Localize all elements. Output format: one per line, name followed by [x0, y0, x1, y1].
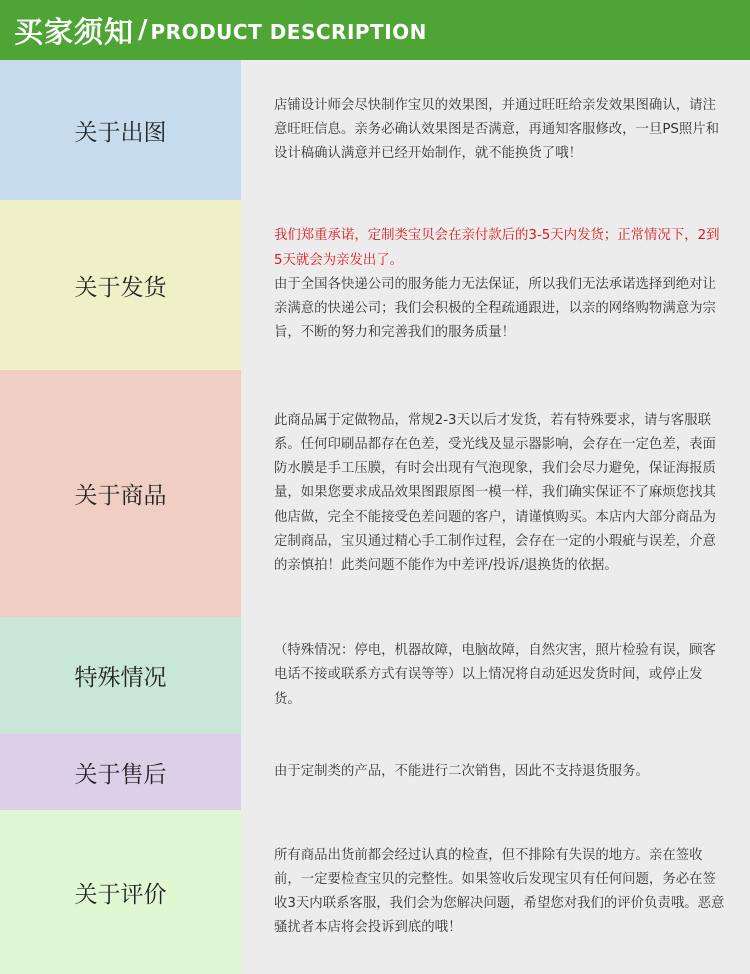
section-label: 关于商品: [0, 370, 241, 617]
section-content: [241, 60, 750, 200]
section-product: [0, 370, 750, 617]
section-text: 店铺设计师会尽快制作宝贝的效果图，并通过旺旺给亲发效果图确认，请注意旺旺信息。亲务必确认效果图是否满意，再通知客服修改，一旦PS照片和设计稿确认满意并已经开始制作，就不能换货了哦！: [274, 97, 720, 162]
header-title-en: PRODUCT DESCRIPTION: [150, 20, 427, 44]
section-output-image: [0, 60, 750, 200]
header-banner: [0, 0, 750, 60]
section-text: 此商品属于定做物品，常规2-3天以后才发货，若有特殊要求，请与客服联系。任何印刷品都存在色差，受光线及显示器影响，会存在一定色差，表面防水膜是手工压膜，有时会出现有气泡现象，我们会尽力避免，保证海报质量，如果您要求成品效果图跟原图一模一样，我们确实保证不了麻烦您找其他店做，完全不能接受色差问题的客户，请谨慎购买。本店内大部分商品为定制商品，宝贝通过精心手工制作过程，会存在一定的小瑕疵与误差，介意的亲慎拍！此类问题不能作为中差评/投诉/退换货的依据。: [274, 412, 716, 573]
section-content: [241, 810, 750, 974]
section-text: （特殊情况：停电，机器故障，电脑故障，自然灾害，照片检验有误，顾客电话不接或联系方式有误等等）以上情况将自动延迟发货时间，或停止发货。: [274, 643, 716, 707]
section-text: 由于全国各快递公司的服务能力无法保证，所以我们无法承诺选择到绝对让亲满意的快递公司；我们会积极的全程疏通跟进，以亲的网络购物满意为宗旨，不断的努力和完善我们的服务质量！: [274, 276, 716, 341]
section-label: 关于出图: [0, 60, 241, 200]
section-label: 关于售后: [0, 734, 241, 810]
section-review: [0, 810, 750, 974]
section-label: 关于发货: [0, 200, 241, 370]
section-text: 由于定制类的产品，不能进行二次销售，因此不支持退货服务。: [274, 763, 649, 779]
section-text: 所有商品出货前都会经过认真的检查，但不排除有失误的地方。亲在签收前，一定要检查宝贝的完整性。如果签收后发现宝贝有任何问题，务必在签收3天内联系客服，我们会为您解决问题，希望您对我们的评价负责哦。恶意骚扰者本店将会投诉到底的哦！: [274, 847, 725, 936]
section-highlight-text: 我们郑重承诺，定制类宝贝会在亲付款后的3-5天内发货；正常情况下，2到5天就会为亲发出了。: [274, 228, 720, 268]
section-shipping: [0, 200, 750, 370]
header-title-cn: 买家须知: [14, 14, 135, 49]
section-content: [241, 734, 750, 810]
section-after-sales: [0, 734, 750, 810]
section-label: 特殊情况: [0, 617, 241, 734]
section-content: [241, 370, 750, 617]
section-content: [241, 200, 750, 370]
section-label: 关于评价: [0, 810, 241, 974]
header-slash: /: [138, 15, 148, 45]
section-special-cases: [0, 617, 750, 734]
section-content: [241, 617, 750, 734]
